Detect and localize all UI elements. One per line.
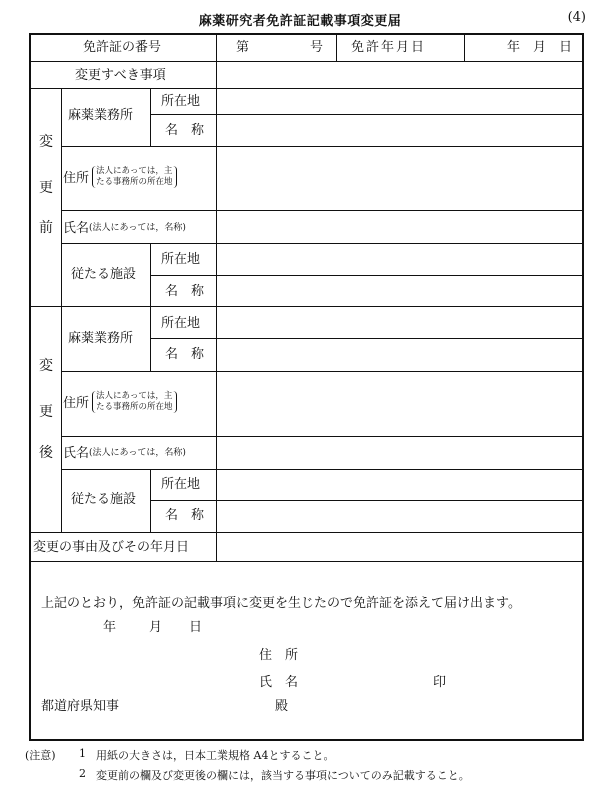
after-facility-location-label: 所在地 (161, 477, 201, 492)
note-number: 1 (79, 747, 86, 760)
before-facility-name-label: 名 称 (165, 284, 205, 299)
after-side-char: 後 (39, 445, 53, 461)
row-line (61, 371, 582, 372)
before-office-name-label: 名 称 (165, 123, 205, 138)
column-line (150, 469, 151, 532)
declaration-year: 年 (103, 620, 117, 635)
seal-mark: 印 (433, 675, 447, 690)
after-side-char: 変 (39, 358, 53, 374)
row-line (61, 469, 582, 470)
declaration-day: 日 (189, 620, 203, 635)
before-facility-location-label: 所在地 (161, 252, 201, 267)
before-side-char: 前 (39, 220, 53, 236)
before-office-location-label: 所在地 (161, 94, 201, 109)
row-line (150, 500, 582, 501)
row-line (31, 306, 582, 307)
column-line (216, 371, 217, 469)
declaration-month: 月 (149, 620, 163, 635)
license-number-label: 免許証の番号 (83, 40, 162, 55)
license-number-dai: 第 (236, 40, 250, 55)
after-side-char: 更 (39, 404, 53, 420)
after-office-label: 麻薬業務所 (68, 331, 134, 346)
after-facility-name-label: 名 称 (165, 508, 205, 523)
column-line (61, 88, 62, 532)
row-line (150, 275, 582, 276)
license-date-label: 免許年月日 (351, 40, 427, 55)
license-date-day: 日 (559, 40, 573, 55)
row-line (150, 338, 582, 339)
row-line (150, 114, 582, 115)
before-address-note: 法人にあっては，主 たる事務所の所在地 (92, 166, 177, 188)
reason-label: 変更の事由及びその年月日 (33, 540, 190, 555)
column-line (150, 243, 151, 371)
after-office-name-label: 名 称 (165, 347, 205, 362)
before-side-char: 変 (39, 134, 53, 150)
license-date-year: 年 (507, 40, 521, 55)
column-line (216, 469, 217, 561)
notes-prefix: (注意) (25, 749, 56, 762)
before-side-char: 更 (39, 180, 53, 196)
column-line (216, 146, 217, 243)
row-line (31, 532, 582, 533)
note-text: 用紙の大きさは，日本工業規格 A4とすること。 (96, 749, 335, 762)
form-title: 麻薬研究者免許証記載事項変更届 (198, 14, 402, 29)
row-line (31, 61, 582, 62)
form-number: (4) (567, 10, 586, 25)
column-line (464, 35, 465, 61)
license-number-go: 号 (310, 40, 324, 55)
after-person-label: 氏名 (63, 446, 90, 461)
note-number: 2 (79, 767, 86, 780)
before-person-note: (法人にあっては，名称) (89, 223, 186, 233)
column-line (336, 35, 337, 61)
after-person-note: (法人にあっては，名称) (89, 448, 186, 458)
row-line (61, 210, 582, 211)
after-facility-label: 従たる施設 (71, 492, 137, 507)
column-line (150, 88, 151, 146)
declaration-text: 上記のとおり，免許証の記載事項に変更を生じたので免許証を添えて届け出ます。 (41, 596, 521, 611)
before-person-label: 氏名 (63, 221, 90, 236)
before-address-label: 住所 (63, 171, 90, 186)
note-text: 変更前の欄及び変更後の欄には，該当する事項についてのみ記載すること。 (96, 769, 470, 782)
declarant-name-label: 氏 名 (259, 675, 299, 690)
before-office-label: 麻薬業務所 (68, 108, 134, 123)
after-office-location-label: 所在地 (161, 316, 201, 331)
row-line (61, 436, 582, 437)
row-line (31, 561, 582, 562)
column-line (216, 243, 217, 371)
after-address-label: 住所 (63, 396, 90, 411)
declarant-address-label: 住 所 (259, 648, 299, 663)
before-facility-label: 従たる施設 (71, 267, 137, 282)
row-line (31, 88, 582, 89)
row-line (61, 146, 582, 147)
governor-label: 都道府県知事 (41, 699, 120, 714)
row-line (61, 243, 582, 244)
license-date-month: 月 (533, 40, 547, 55)
honorific-label: 殿 (275, 699, 289, 714)
after-address-note: 法人にあっては，主 たる事務所の所在地 (92, 391, 177, 413)
application-form-table (29, 33, 584, 741)
items-to-change-label: 変更すべき事項 (75, 68, 166, 83)
column-line (216, 35, 217, 146)
